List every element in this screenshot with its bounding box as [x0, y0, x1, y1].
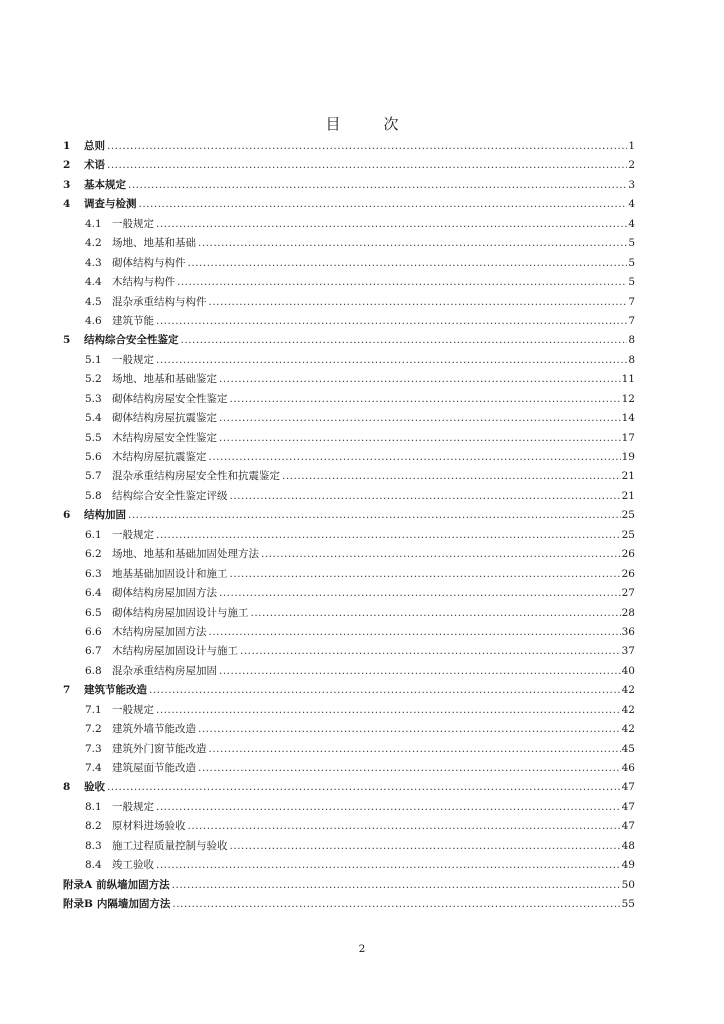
toc-entry[interactable] [63, 176, 635, 195]
toc-entry-page: 12 [621, 392, 635, 405]
toc-entry[interactable] [63, 642, 635, 661]
toc-entry-number: 6 [63, 509, 71, 522]
toc-entry[interactable] [63, 856, 635, 875]
toc-entry-title: 混杂承重结构房屋安全性和抗震鉴定 [112, 470, 280, 483]
toc-dot-leader [198, 720, 621, 739]
toc-entry-title: 地基基础加固设计和施工 [112, 567, 228, 580]
toc-entry-title: 木结构房屋安全性鉴定 [112, 431, 217, 444]
toc-dot-leader [198, 759, 621, 778]
toc-dot-leader [139, 195, 628, 214]
toc-dot-leader [219, 662, 621, 681]
toc-entry-page: 11 [621, 373, 635, 386]
toc-entry-number: 7.2 [85, 723, 102, 736]
toc-entry-page: 25 [621, 509, 635, 522]
toc-entry-number: 6.8 [85, 664, 102, 677]
toc-dot-leader [219, 584, 621, 603]
toc-entry-number: 1 [63, 140, 71, 152]
toc-entry[interactable] [63, 681, 635, 700]
toc-entry-title: 一般规定 [112, 528, 154, 541]
toc-entry[interactable] [63, 895, 635, 914]
toc-entry-title: 一般规定 [112, 703, 154, 716]
toc-entry-page: 5 [628, 256, 635, 269]
toc-entry-title: 砌体结构房屋抗震鉴定 [112, 412, 217, 425]
toc-entry[interactable] [63, 370, 635, 389]
toc-entry-title: 建筑外墙节能改造 [112, 723, 196, 736]
toc-entry-page: 14 [621, 412, 635, 425]
toc-entry-number: 8 [63, 781, 71, 794]
toc-entry-number: 6.1 [85, 528, 102, 541]
toc-entry[interactable] [63, 720, 635, 739]
toc-dot-leader [128, 176, 627, 195]
toc-entry[interactable] [63, 506, 635, 525]
toc-entry-number: 6.3 [85, 567, 102, 580]
toc-entry-number: 7 [63, 684, 71, 697]
toc-entry-number: 5.6 [85, 451, 102, 463]
toc-entry-number: 6.7 [85, 645, 102, 658]
toc-entry[interactable] [63, 526, 635, 545]
toc-entry-number: 7.4 [85, 762, 102, 774]
toc-dot-leader [181, 331, 628, 350]
toc-dot-leader [230, 487, 621, 506]
toc-entry-title: 木结构房屋抗震鉴定 [112, 451, 207, 463]
toc-entry-page: 27 [621, 587, 635, 600]
footer-page-number: 2 [358, 943, 366, 955]
toc-entry[interactable] [63, 778, 635, 797]
toc-entry-title: 砌体结构房屋安全性鉴定 [112, 392, 228, 405]
toc-entry[interactable] [63, 429, 635, 448]
toc-dot-leader [209, 293, 628, 312]
toc-dot-leader [209, 448, 621, 467]
toc-entry-number: 2 [63, 159, 71, 172]
toc-dot-leader [172, 895, 620, 914]
toc-entry[interactable] [63, 467, 635, 486]
toc-entry-number: 8.2 [85, 820, 102, 833]
toc-entry-number: 5.1 [85, 353, 102, 366]
toc-entry-title: 总则 [84, 140, 105, 152]
toc-entry[interactable] [63, 565, 635, 584]
toc-dot-leader [156, 798, 621, 817]
toc-entry-title: 场地、地基和基础加固处理方法 [112, 548, 259, 561]
toc-entry-title: 结构综合安全性鉴定 [84, 334, 179, 347]
toc-entry-title: 一般规定 [112, 217, 154, 230]
toc-entry[interactable] [63, 623, 635, 642]
toc-entry[interactable] [63, 254, 635, 273]
toc-dot-leader [219, 409, 621, 428]
toc-entry[interactable] [63, 390, 635, 409]
toc-entry-page: 26 [621, 567, 635, 580]
toc-entry[interactable] [63, 448, 635, 467]
toc-entry-title: 验收 [84, 781, 105, 794]
toc-dot-leader [209, 623, 621, 642]
toc-dot-leader [230, 390, 621, 409]
toc-dot-leader [177, 273, 627, 292]
toc-entry-title: 建筑外门窗节能改造 [112, 742, 207, 755]
toc-entry-page: 7 [628, 295, 635, 308]
toc-entry-page: 2 [628, 159, 635, 172]
toc-dot-leader [240, 642, 621, 661]
toc-entry-number: 3 [63, 178, 71, 191]
toc-entry-page: 46 [621, 762, 635, 774]
toc-entry-title: 木结构房屋加固方法 [112, 625, 207, 638]
toc-entry-number: 5 [63, 334, 71, 347]
toc-entry[interactable] [63, 293, 635, 312]
toc-entry-number: 4.3 [85, 256, 102, 269]
toc-entry[interactable] [63, 312, 635, 331]
toc-dot-leader [156, 856, 621, 875]
toc-entry-page: 1 [628, 140, 635, 152]
toc-entry-title: 术语 [84, 159, 105, 172]
toc-entry-page: 7 [628, 314, 635, 327]
toc-entry-page: 28 [621, 606, 635, 619]
toc-dot-leader [156, 215, 627, 234]
toc-entry-page: 42 [621, 703, 635, 716]
toc-entry-number: 4.4 [85, 276, 102, 289]
toc-entry[interactable] [63, 545, 635, 564]
toc-entry-page: 50 [621, 878, 635, 891]
toc-entry-number: 6.4 [85, 587, 102, 600]
toc-entry-title: 建筑节能 [112, 314, 154, 327]
toc-entry-number: 4.1 [85, 217, 102, 230]
toc-entry[interactable] [63, 195, 635, 214]
toc-dot-leader [107, 137, 627, 156]
toc-entry[interactable] [63, 759, 635, 778]
toc-entry-title: 原材料进场验收 [112, 820, 186, 833]
toc-entry-title: 调查与检测 [84, 198, 137, 211]
toc-entry[interactable] [63, 351, 635, 370]
toc-dot-leader [156, 351, 627, 370]
toc-entry[interactable] [63, 409, 635, 428]
toc-entry-title: 木结构与构件 [112, 276, 175, 289]
toc-entry-title: 建筑节能改造 [84, 684, 147, 697]
toc-entry-title: 结构加固 [84, 509, 126, 522]
toc-dot-leader [128, 506, 621, 525]
toc-entry-title: 建筑屋面节能改造 [112, 762, 196, 774]
toc-entry-page: 26 [621, 548, 635, 561]
toc-entry-number: 5.3 [85, 392, 102, 405]
toc-dot-leader [149, 681, 621, 700]
toc-entry-page: 42 [621, 684, 635, 697]
toc-entry[interactable] [63, 156, 635, 175]
toc-entry-page: 47 [621, 781, 635, 794]
toc-entry-title: 砌体结构房屋加固设计与施工 [112, 606, 249, 619]
toc-entry-page: 48 [621, 839, 635, 852]
toc-entry-number: 8.4 [85, 859, 102, 872]
toc-entry-number: 4 [63, 198, 71, 211]
toc-entry-title: 一般规定 [112, 800, 154, 813]
toc-entry-number: 5.2 [85, 373, 102, 386]
toc-entry-title: 木结构房屋加固设计与施工 [112, 645, 238, 658]
toc-entry-page: 45 [621, 742, 635, 755]
toc-entry-page: 21 [621, 470, 635, 483]
toc-dot-leader [230, 565, 621, 584]
toc-dot-leader [188, 817, 621, 836]
toc-entry-page: 21 [621, 489, 635, 502]
toc-entry-number: 4.6 [85, 314, 102, 327]
toc-entry[interactable] [63, 798, 635, 817]
toc-entry-title: 前纵墙加固方法 [96, 878, 170, 891]
toc-entry[interactable] [63, 740, 635, 759]
toc-entry-page: 49 [621, 859, 635, 872]
toc-entry-number: 8.1 [85, 800, 102, 813]
toc-entry-title: 砌体结构房屋加固方法 [112, 587, 217, 600]
toc-entry-title: 一般规定 [112, 353, 154, 366]
toc-dot-leader [156, 312, 627, 331]
toc-dot-leader [209, 740, 621, 759]
toc-entry-number: 7.1 [85, 703, 102, 716]
toc-entry-number: 5.4 [85, 412, 102, 425]
toc-dot-leader [172, 876, 621, 895]
toc-entry-page: 4 [628, 198, 635, 211]
toc-dot-leader [188, 254, 628, 273]
toc-entry-title: 内隔墙加固方法 [96, 898, 171, 911]
toc-entry-title: 结构综合安全性鉴定评级 [112, 489, 228, 502]
toc-dot-leader [107, 778, 621, 797]
toc-dot-leader [282, 467, 621, 486]
toc-entry-page: 19 [621, 451, 635, 463]
toc-dot-leader [251, 604, 621, 623]
toc-entry-title: 混杂承重结构与构件 [112, 295, 207, 308]
table-of-contents [63, 137, 635, 915]
toc-entry-page: 47 [621, 820, 635, 833]
toc-entry[interactable] [63, 584, 635, 603]
toc-entry-title: 混杂承重结构房屋加固 [112, 664, 217, 677]
toc-entry-number: 附录A [63, 878, 93, 891]
toc-entry-number: 6.6 [85, 625, 102, 638]
toc-entry-number: 5.5 [85, 431, 102, 444]
toc-entry[interactable] [63, 701, 635, 720]
toc-dot-leader [156, 701, 621, 720]
toc-entry-title: 场地、地基和基础 [112, 237, 196, 250]
page-title: 目 次 [325, 115, 413, 133]
toc-entry-page: 5 [628, 276, 635, 289]
toc-entry-number: 4.2 [85, 237, 102, 250]
toc-entry-number: 附录B [63, 898, 93, 911]
toc-entry-page: 42 [621, 723, 635, 736]
toc-entry[interactable] [63, 837, 635, 856]
toc-entry-page: 55 [621, 898, 635, 911]
toc-entry[interactable] [63, 234, 635, 253]
toc-dot-leader [261, 545, 621, 564]
toc-dot-leader [219, 370, 621, 389]
toc-dot-leader [156, 526, 621, 545]
toc-entry[interactable] [63, 331, 635, 350]
toc-entry-number: 6.5 [85, 606, 102, 619]
toc-entry-title: 基本规定 [84, 178, 126, 191]
toc-entry-page: 17 [621, 431, 635, 444]
toc-entry-page: 36 [621, 625, 635, 638]
toc-entry-page: 3 [628, 178, 635, 191]
toc-entry-title: 竣工验收 [112, 859, 154, 872]
toc-entry-page: 40 [621, 664, 635, 677]
toc-entry[interactable] [63, 662, 635, 681]
toc-dot-leader [230, 837, 621, 856]
toc-entry-number: 4.5 [85, 295, 102, 308]
toc-entry-title: 砌体结构与构件 [112, 256, 186, 269]
toc-entry-page: 5 [628, 237, 635, 250]
toc-entry-title: 场地、地基和基础鉴定 [112, 373, 217, 386]
toc-dot-leader [107, 156, 627, 175]
toc-entry[interactable] [63, 215, 635, 234]
toc-entry-number: 5.8 [85, 489, 102, 502]
toc-entry[interactable] [63, 876, 635, 895]
toc-entry-page: 25 [621, 528, 635, 541]
toc-entry[interactable] [63, 137, 635, 156]
toc-entry[interactable] [63, 487, 635, 506]
toc-entry-page: 8 [628, 353, 635, 366]
toc-entry[interactable] [63, 817, 635, 836]
toc-entry-page: 47 [621, 800, 635, 813]
toc-entry[interactable] [63, 604, 635, 623]
toc-entry-page: 4 [628, 217, 635, 230]
toc-dot-leader [198, 234, 627, 253]
toc-entry-number: 7.3 [85, 742, 102, 755]
toc-dot-leader [219, 429, 621, 448]
toc-entry-page: 37 [621, 645, 635, 658]
toc-entry-number: 8.3 [85, 839, 102, 852]
toc-entry-title: 施工过程质量控制与验收 [112, 839, 228, 852]
toc-entry-number: 6.2 [85, 548, 102, 561]
toc-entry-number: 5.7 [85, 470, 102, 483]
toc-entry-page: 8 [628, 334, 635, 347]
toc-entry[interactable] [63, 273, 635, 292]
